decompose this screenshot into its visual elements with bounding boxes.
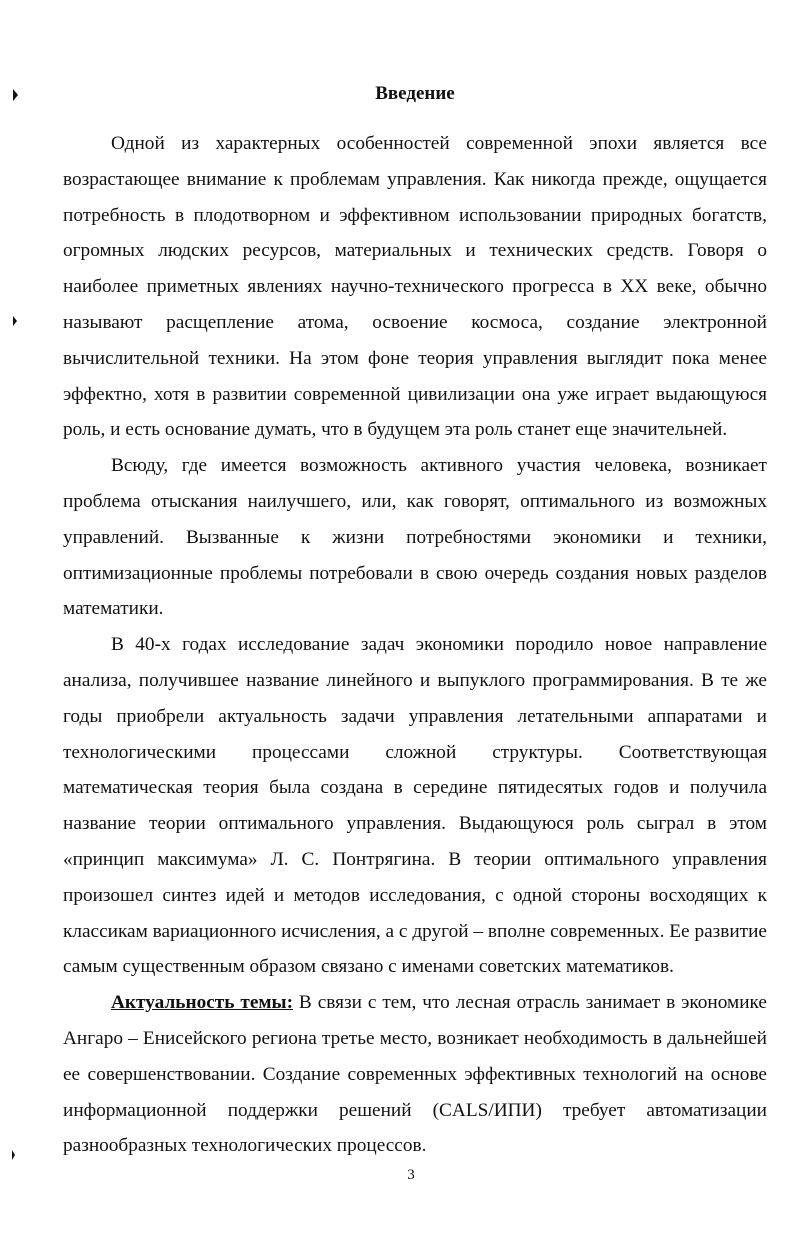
- paragraph-history: В 40-х годах исследование задач экономики породило новое направление анализа, получившее название линейного и выпуклого программирования. В те же годы приобрели актуальность задачи управления летательными аппаратами и технологическими процессами сложной структуры. Соответствующая математическая теория была создана в середине пятидесятых годов и получила название теории оптимального управления. Выдающуюся роль сыграл в этом «принцип максимума» Л. С. Понтрягина. В теории оптимального управления произошел синтез идей и методов исследования, с одной стороны восходящих к классикам вариационного исчисления, а с другой – вполне современных. Ее развитие самым существенным образом связано с именами советских математиков.: [63, 634, 767, 978]
- paragraph-intro: Одной из характерных особенностей современной эпохи является все возрастающее внимание к проблемам управления. Как никогда прежде, ощущается потребность в плодотворном и эффективном использовании природных богатств, огромных людских ресурсов, материальных и технических средств. Говоря о наиболее приметных явлениях научно-технического прогресса в XX веке, обычно называют расщепление атома, освоение космоса, создание электронной вычислительной техники. На этом фоне теория управления выглядит пока менее эффектно, хотя в развитии современной цивилизации она уже играет выдающуюся роль, и есть основание думать, что в будущем эта роль станет еще значительней.: [63, 133, 767, 441]
- margin-mark: [12, 1150, 15, 1160]
- paragraph-optimization: Всюду, где имеется возможность активного участия человека, возникает проблема отыскания наилучшего, или, как говорят, оптимального из возможных управлений. Вызванные к жизни потребностями экономики и техники, оптимизационные проблемы потребовали в свою очередь создания новых разделов математики.: [63, 455, 767, 620]
- margin-mark: [13, 316, 17, 326]
- relevance-text: В связи с тем, что лесная отрасль занимает в экономике Ангаро – Енисейского региона третье место, возникает необходимость в дальнейшей ее совершенствовании. Создание современных эффективных технологий на основе информационной поддержки решений (CALS/ИПИ) требует автоматизации разнообразных технологических процессов.: [63, 992, 767, 1157]
- page-number: 3: [407, 1167, 415, 1183]
- body-text: [63, 126, 767, 1164]
- relevance-heading: Актуальность темы:: [111, 992, 293, 1014]
- page-title: Введение: [375, 83, 455, 104]
- paragraph-relevance: [63, 985, 767, 1164]
